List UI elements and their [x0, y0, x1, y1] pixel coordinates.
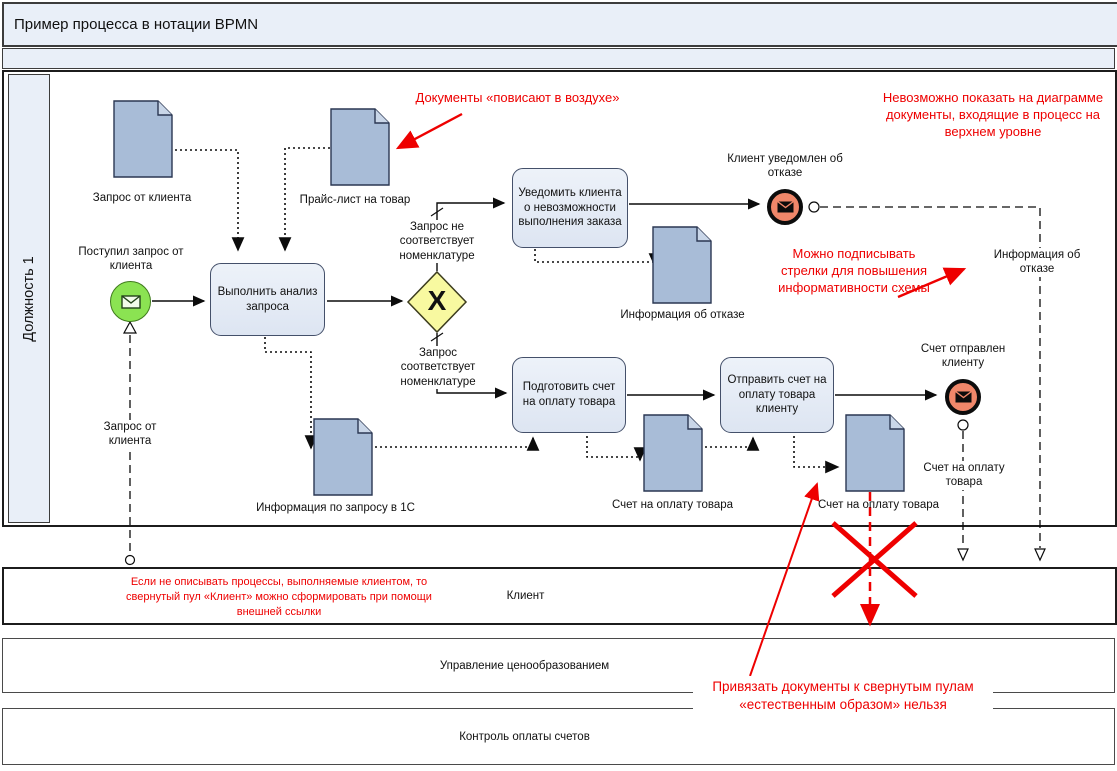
message-label-request: Запрос от клиента	[92, 420, 168, 449]
end-event-refusal-label: Клиент уведомлен об отказе	[727, 153, 843, 180]
document-pricelist	[330, 108, 390, 192]
task-analyze-request: Выполнить анализ запроса	[210, 263, 325, 336]
annotation-sign-arrows: Можно подписывать стрелки для повышения информативности схемы	[778, 246, 930, 295]
document-request-info-1c-label: Информация по запросу в 1С	[256, 502, 415, 514]
task-notify-client: Уведомить клиента о невозможности выполнения заказа	[512, 168, 628, 248]
page-title: Пример процесса в нотации BPMN	[14, 16, 259, 33]
document-invoice-1	[643, 414, 703, 498]
flow-label-not-matching: Запрос не соответствует номенклатуре	[385, 220, 489, 263]
annotation-hanging-docs: Документы «повисают в воздухе»	[415, 90, 620, 105]
lane-label: Должность 1	[21, 255, 37, 342]
document-request-label: Запрос от клиента	[92, 192, 192, 204]
message-icon	[777, 201, 794, 213]
gateway-x-symbol: X	[427, 285, 447, 316]
start-event-label: Поступил запрос от клиента	[78, 246, 184, 273]
message-icon	[121, 295, 141, 309]
pool-billing-label: Контроль оплаты счетов	[459, 730, 590, 743]
annotation-cannot-show: Невозможно показать на диаграмме документы, входящие в процесс на верхнем уровне	[882, 90, 1104, 139]
task-prepare-invoice: Подготовить счет на оплату товара	[512, 357, 626, 433]
document-refusal-info	[652, 226, 712, 310]
end-event-client-notified	[767, 189, 803, 225]
annotation-client-pool-note: Если не описывать процессы, выполняемые клиентом, то свернутый пул «Клиент» можно сформировать при помощи внешней ссылки	[126, 576, 432, 618]
document-icon	[113, 100, 173, 179]
document-refusal-info-label: Информация об отказе	[620, 309, 745, 321]
document-icon	[643, 414, 703, 493]
pool-client-label: Клиент	[506, 590, 545, 602]
document-icon	[845, 414, 905, 493]
document-request	[113, 100, 173, 184]
document-icon	[330, 108, 390, 187]
task-send-invoice: Отправить счет на оплату товара клиенту	[720, 357, 834, 433]
pool-pricing-label: Управление ценообразованием	[439, 659, 610, 672]
message-label-invoice: Счет на оплату товара	[916, 461, 1012, 490]
message-label-refusal-info: Информация об отказе	[982, 248, 1092, 277]
end-event-invoice-label: Счет отправлен клиенту	[920, 343, 1006, 370]
document-pricelist-label: Прайс-лист на товар	[299, 194, 411, 206]
document-request-info-1c	[313, 418, 373, 502]
document-icon	[313, 418, 373, 497]
flow-label-matching: Запрос соответствует номенклатуре	[390, 346, 486, 389]
document-icon	[652, 226, 712, 305]
document-invoice-2-label: Счет на оплату товара	[817, 499, 940, 511]
start-event-message	[110, 281, 151, 322]
document-invoice-1-label: Счет на оплату товара	[611, 499, 734, 511]
message-icon	[955, 391, 972, 403]
annotation-cannot-bind: Привязать документы к свернутым пулам «естественным образом» нельзя	[693, 676, 993, 716]
document-invoice-2	[845, 414, 905, 498]
end-event-invoice-sent	[945, 379, 981, 415]
